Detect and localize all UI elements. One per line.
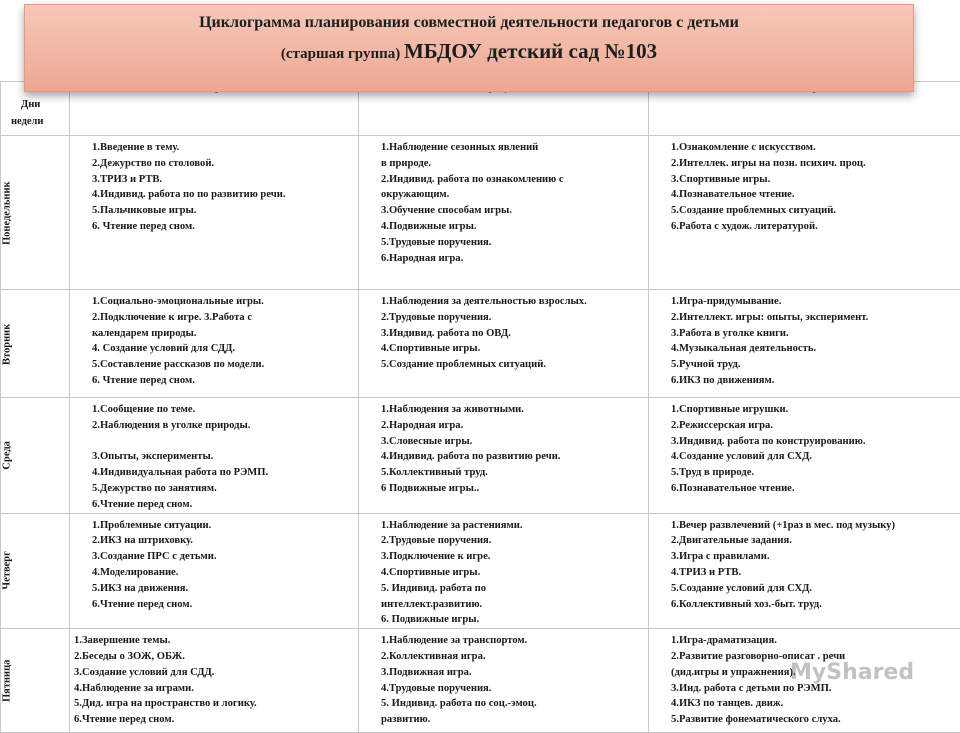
activity-line: 5.Дид. игра на пространство и логику.: [74, 696, 352, 712]
activity-line: 6.Чтение перед сном.: [92, 597, 352, 613]
activity-line: 2.Подключение к игре. 3.Работа с: [92, 310, 352, 326]
activity-line: [92, 434, 352, 450]
activity-line: 1.Введение в тему.: [92, 140, 352, 156]
activity-line: 5.Создание условий для СХД.: [671, 581, 954, 597]
activity-line: 2.Двигательные задания.: [671, 533, 954, 549]
activity-line: 3.ТРИЗ и РТВ.: [92, 172, 352, 188]
activity-line: 1.Спортивные игрушки.: [671, 402, 954, 418]
title-banner: [24, 4, 914, 92]
activity-line: 4.ИКЗ по танцев. движ.: [671, 696, 954, 712]
tuesday-evening: [649, 290, 960, 398]
friday-morning: [70, 629, 359, 733]
schedule-table: [0, 81, 960, 733]
activity-line: 3.Индивид. работа по ОВД.: [381, 326, 642, 342]
thursday-evening: [649, 513, 960, 629]
activity-line: 2.Коллективная игра.: [381, 649, 642, 665]
activity-line: 5.Развитие фонематического слуха.: [671, 712, 954, 728]
day-wednesday: Среда: [1, 398, 70, 514]
header-days-line1: Дни: [1, 82, 69, 113]
activity-line: 4.Индивид. работа по по развитию речи.: [92, 187, 352, 203]
activity-line: 1.Наблюдение за растениями.: [381, 518, 642, 534]
activity-line: 1.Наблюдение сезонных явлений: [381, 140, 642, 156]
header-days-line2: недели: [1, 113, 69, 130]
activity-line: 3.Обучение способам игры.: [381, 203, 642, 219]
activity-line: 5.Дежурство по занятиям.: [92, 481, 352, 497]
activity-line: 4.Спортивные игры.: [381, 565, 642, 581]
wednesday-walk: [359, 398, 649, 514]
monday-morning: [70, 136, 359, 290]
title-institution: МБДОУ детский сад №103: [404, 39, 657, 63]
activity-line: 6. Чтение перед сном.: [92, 219, 352, 235]
activity-line: 4.Музыкальная деятельность.: [671, 341, 954, 357]
activity-line: 3.Опыты, эксперименты.: [92, 449, 352, 465]
activity-line: 5.Создание проблемных ситуаций.: [671, 203, 954, 219]
thursday-morning: [70, 513, 359, 629]
activity-line: 3.Игра с правилами.: [671, 549, 954, 565]
activity-line: 3.Спортивные игры.: [671, 172, 954, 188]
activity-line: 1.Наблюдения за деятельностью взрослых.: [381, 294, 642, 310]
activity-line: 5.Создание проблемных ситуаций.: [381, 357, 642, 373]
activity-line: 5. Индивид. работа по: [381, 581, 642, 597]
activity-line: 2.Интеллек. игры на позн. психич. проц.: [671, 156, 954, 172]
activity-line: 1.Проблемные ситуации.: [92, 518, 352, 534]
activity-line: 4.Трудовые поручения.: [381, 681, 642, 697]
activity-line: (дид.игры и упражнения).: [671, 665, 954, 681]
activity-line: 1.Социально-эмоциональные игры.: [92, 294, 352, 310]
activity-line: 3.Работа в уголке книги.: [671, 326, 954, 342]
wednesday-evening: [649, 398, 960, 514]
activity-line: 6.Чтение перед сном.: [74, 712, 352, 728]
activity-line: 1.Игра-придумывание.: [671, 294, 954, 310]
activity-line: 5.Трудовые поручения.: [381, 235, 642, 251]
activity-line: 6. Подвижные игры.: [381, 612, 642, 628]
activity-line: 4.Наблюдение за играми.: [74, 681, 352, 697]
tuesday-walk: [359, 290, 649, 398]
activity-line: 3.Подключение к игре.: [381, 549, 642, 565]
activity-line: 4.Индивид. работа по развитию речи.: [381, 449, 642, 465]
activity-line: 6.Коллективный хоз.-быт. труд.: [671, 597, 954, 613]
activity-line: 4.Спортивные игры.: [381, 341, 642, 357]
activity-line: 6. Чтение перед сном.: [92, 373, 352, 389]
activity-line: 4.Моделирование.: [92, 565, 352, 581]
activity-line: 3.Подвижная игра.: [381, 665, 642, 681]
activity-line: 2.Беседы о ЗОЖ, ОБЖ.: [74, 649, 352, 665]
activity-line: 2.Народная игра.: [381, 418, 642, 434]
activity-line: 1.Ознакомление с искусством.: [671, 140, 954, 156]
thursday-walk: [359, 513, 649, 629]
activity-line: 6.ИКЗ по движениям.: [671, 373, 954, 389]
activity-line: 5.Ручной труд.: [671, 357, 954, 373]
activity-line: 1.Наблюдения за животными.: [381, 402, 642, 418]
activity-line: 1.Вечер развлечений (+1раз в мес. под музыку): [671, 518, 954, 534]
activity-line: 2.Интеллект. игры: опыты, эксперимент.: [671, 310, 954, 326]
row-monday: [1, 136, 960, 290]
activity-line: 1.Сообщение по теме.: [92, 402, 352, 418]
activity-line: интеллект.развитию.: [381, 597, 642, 613]
activity-line: 2.Индивид. работа по ознакомлению с: [381, 172, 642, 188]
activity-line: 4. Создание условий для СДД.: [92, 341, 352, 357]
activity-line: 6.Работа с худож. литературой.: [671, 219, 954, 235]
activity-line: 3.Инд. работа с детьми по РЭМП.: [671, 681, 954, 697]
day-monday: Понедельник: [1, 136, 70, 290]
activity-line: 2.Развитие разговорно-описат . речи: [671, 649, 954, 665]
row-wednesday: [1, 398, 960, 514]
activity-line: 4.Познавательное чтение.: [671, 187, 954, 203]
activity-line: 5. Индивид. работа по соц.-эмоц.: [381, 696, 642, 712]
tuesday-morning: [70, 290, 359, 398]
activity-line: окружающим.: [381, 187, 642, 203]
activity-line: 3.Создание условий для СДД.: [74, 665, 352, 681]
activity-line: 4.Создание условий для СХД.: [671, 449, 954, 465]
activity-line: 5.ИКЗ на движения.: [92, 581, 352, 597]
activity-line: календарем природы.: [92, 326, 352, 342]
activity-line: 1.Завершение темы.: [74, 633, 352, 649]
activity-line: развитию.: [381, 712, 642, 728]
activity-line: 4.Подвижные игры.: [381, 219, 642, 235]
activity-line: в природе.: [381, 156, 642, 172]
activity-line: 4.Индивидуальная работа по РЭМП.: [92, 465, 352, 481]
activity-line: 4.ТРИЗ и РТВ.: [671, 565, 954, 581]
day-tuesday: Вторник: [1, 290, 70, 398]
activity-line: 2.Дежурство по столовой.: [92, 156, 352, 172]
activity-line: 6.Народная игра.: [381, 251, 642, 267]
activity-line: 2.Трудовые поручения.: [381, 310, 642, 326]
title-line-2: [25, 39, 913, 64]
title-line-1: Циклограмма планирования совместной деятельности педагогов с детьми: [25, 14, 913, 32]
activity-line: 1.Игра-драматизация.: [671, 633, 954, 649]
activity-line: 5.Пальчиковые игры.: [92, 203, 352, 219]
activity-line: 3.Словесные игры.: [381, 434, 642, 450]
friday-walk: [359, 629, 649, 733]
day-friday: Пятница: [1, 629, 70, 733]
activity-line: 3.Индивид. работа по конструированию.: [671, 434, 954, 450]
activity-line: 2.ИКЗ на штриховку.: [92, 533, 352, 549]
activity-line: 5.Составление рассказов по модели.: [92, 357, 352, 373]
day-thursday: Четверг: [1, 513, 70, 629]
title-group: (старшая группа): [281, 46, 400, 62]
activity-line: 2.Наблюдения в уголке природы.: [92, 418, 352, 434]
wednesday-morning: [70, 398, 359, 514]
monday-evening: [649, 136, 960, 290]
activity-line: 5.Коллективный труд.: [381, 465, 642, 481]
row-tuesday: [1, 290, 960, 398]
activity-line: 2.Трудовые поручения.: [381, 533, 642, 549]
activity-line: 6 Подвижные игры..: [381, 481, 642, 497]
monday-walk: [359, 136, 649, 290]
row-thursday: [1, 513, 960, 629]
activity-line: 5.Труд в природе.: [671, 465, 954, 481]
activity-line: 3.Создание ПРС с детьми.: [92, 549, 352, 565]
activity-line: 6.Чтение перед сном.: [92, 497, 352, 513]
activity-line: 2.Режиссерская игра.: [671, 418, 954, 434]
activity-line: 6.Познавательное чтение.: [671, 481, 954, 497]
watermark: MyShared: [790, 660, 914, 685]
activity-line: 1.Наблюдение за транспортом.: [381, 633, 642, 649]
